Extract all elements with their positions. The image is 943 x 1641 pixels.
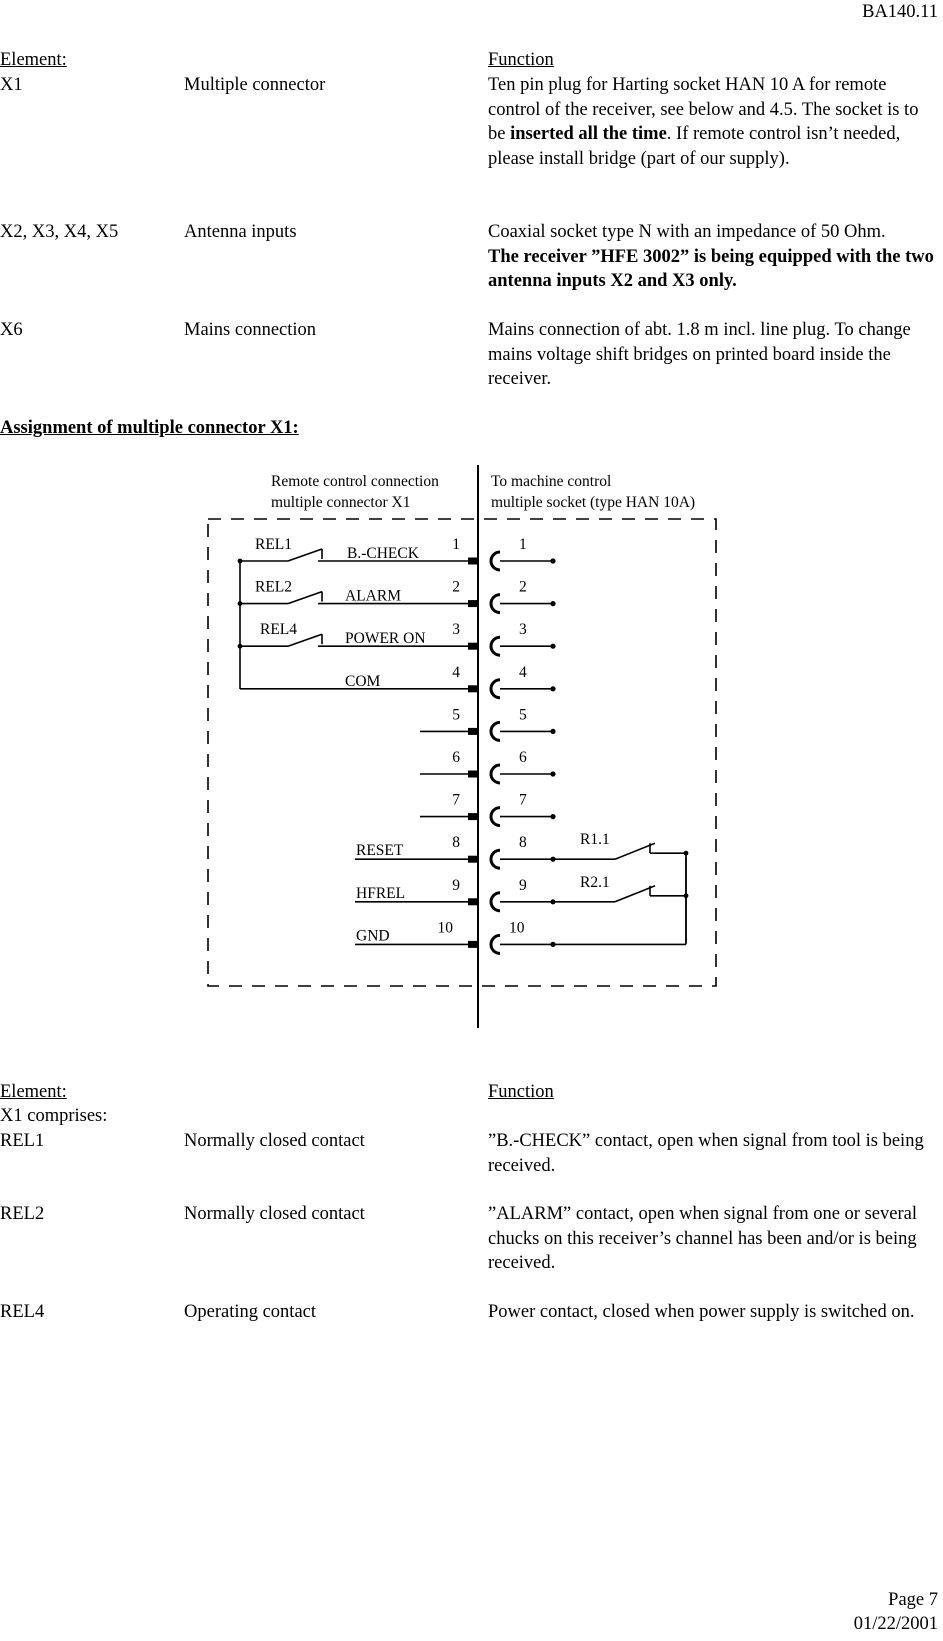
function-text: . If remote control isn’t needed, please install bridge (part of our supply). (488, 124, 901, 169)
relay-contact (615, 843, 655, 859)
socket-contact (491, 765, 500, 783)
pin-number-right: 10 (509, 919, 525, 937)
row-element: REL4 (0, 1302, 45, 1322)
pin-number-right: 6 (519, 749, 527, 766)
row-element: REL2 (0, 1204, 45, 1224)
bus-junction (684, 851, 689, 856)
pin-number-left: 10 (437, 919, 453, 937)
pin-terminal (468, 941, 478, 948)
left-title-line2: multiple connector X1 (271, 494, 411, 511)
relay-label-r21: R2.1 (580, 873, 610, 891)
socket-contact (491, 595, 500, 613)
row-description: Operating contact (184, 1302, 317, 1322)
pin-number-left: 7 (452, 791, 460, 809)
socket-contact (491, 893, 500, 911)
pin-number-right: 7 (519, 791, 527, 809)
pin-dot (550, 899, 555, 904)
pin-terminal (468, 643, 478, 650)
pin-number-right: 1 (519, 536, 527, 553)
socket-contact (491, 552, 500, 570)
bus-junction (238, 644, 243, 649)
row-element: REL1 (0, 1131, 45, 1151)
pin-terminal (468, 856, 478, 863)
signal-label-gnd: GND (356, 927, 390, 945)
pin-number-right: 8 (519, 834, 527, 852)
relay-contact (615, 886, 655, 902)
pin-number-left: 2 (452, 578, 460, 596)
socket-contact (491, 850, 500, 868)
footer-date: 01/22/2001 (853, 1614, 938, 1634)
row-function: ”B.-CHECK” contact, open when signal from tool is being received. (488, 1131, 924, 1176)
row-function: Mains connection of abt. 1.8 m incl. line plug. To change mains voltage shift bridges on printed board inside the receiver. (488, 320, 911, 389)
section-title: Assignment of multiple connector X1: (0, 418, 299, 438)
pin-terminal (468, 600, 478, 607)
function-emphasis: inserted all the time (510, 124, 667, 144)
socket-contact (491, 722, 500, 740)
row-description: Normally closed contact (184, 1131, 365, 1151)
socket-contact (491, 935, 500, 953)
pin-number-left: 6 (452, 749, 460, 766)
signal-label-com: COM (345, 672, 381, 690)
row-function (488, 220, 938, 294)
table-head-element: Element: (0, 50, 67, 70)
pin-dot (550, 558, 555, 563)
pin-dot (550, 686, 555, 691)
relay-label-rel1: REL1 (255, 536, 293, 553)
pin-dot (550, 814, 555, 819)
pin-terminal (468, 685, 478, 692)
row-function: Power contact, closed when power supply is switched on. (488, 1302, 915, 1322)
left-title-line1: Remote control connection (271, 473, 439, 490)
signal-label-alarm: ALARM (345, 587, 401, 605)
pin-dot (550, 644, 555, 649)
pin-dot (550, 601, 555, 606)
pin-terminal (468, 771, 478, 778)
pin-terminal (468, 728, 478, 735)
pin-number-right: 2 (519, 578, 527, 596)
socket-contact (491, 637, 500, 655)
relay-label-rel4: REL4 (260, 621, 298, 639)
pin-dot (550, 857, 555, 862)
pin-dot (550, 771, 555, 776)
row-element: X6 (0, 320, 23, 340)
relay-label-rel2: REL2 (255, 578, 293, 596)
pin-number-right: 3 (519, 621, 527, 639)
row-element: X1 (0, 75, 23, 95)
relay-label-r11: R1.1 (580, 831, 610, 849)
pin-terminal (468, 558, 478, 565)
pin-number-left: 8 (452, 834, 460, 852)
table-head-function: Function (488, 1082, 554, 1102)
table-head-element: Element: (0, 1082, 67, 1102)
document-id: BA140.11 (862, 2, 938, 22)
signal-label-power-on: POWER ON (345, 630, 426, 648)
row-description: Antenna inputs (184, 222, 297, 242)
pin-number-right: 5 (519, 706, 527, 724)
row-description: Normally closed contact (184, 1204, 365, 1224)
row-function (488, 73, 938, 171)
pin-number-left: 1 (452, 536, 460, 553)
bus-junction (684, 893, 689, 898)
function-text: Coaxial socket type N with an impedance of 50 Ohm. (488, 222, 886, 242)
connector-diagram (0, 460, 943, 1040)
pin-dot (550, 942, 555, 947)
bus-junction (238, 559, 243, 564)
row-description: Multiple connector (184, 75, 326, 95)
pin-number-right: 4 (519, 663, 527, 681)
pin-terminal (468, 813, 478, 820)
function-text: Ten pin plug for Harting socket HAN 10 A for remote control of the receiver, see below and 4.5. The socket is to be (488, 75, 919, 144)
socket-contact (491, 680, 500, 698)
table-intro: X1 comprises: (0, 1106, 108, 1126)
right-title-line1: To machine control (491, 473, 612, 490)
pin-dot (550, 729, 555, 734)
pin-number-left: 4 (452, 663, 460, 681)
signal-label-bcheck: B.-CHECK (347, 545, 419, 562)
signal-label-reset: RESET (356, 842, 404, 860)
signal-label-hfrel: HFREL (356, 884, 406, 902)
row-function: ”ALARM” contact, open when signal from one or several chucks on this receiver’s channel has been and/or is being received. (488, 1204, 917, 1273)
row-description: Mains connection (184, 320, 317, 340)
pin-number-left: 3 (452, 621, 460, 639)
pin-number-left: 5 (452, 706, 460, 724)
row-element: X2, X3, X4, X5 (0, 222, 119, 242)
right-title-line2: multiple socket (type HAN 10A) (491, 494, 696, 511)
function-emphasis: The receiver ”HFE 3002” is being equipped with the two antenna inputs X2 and X3 only. (488, 246, 934, 291)
page-number: Page 7 (888, 1590, 938, 1610)
pin-number-right: 9 (519, 876, 527, 894)
table-head-function: Function (488, 50, 554, 70)
bus-junction (238, 601, 243, 606)
pin-terminal (468, 898, 478, 905)
pin-number-left: 9 (452, 876, 460, 894)
socket-contact (491, 808, 500, 826)
